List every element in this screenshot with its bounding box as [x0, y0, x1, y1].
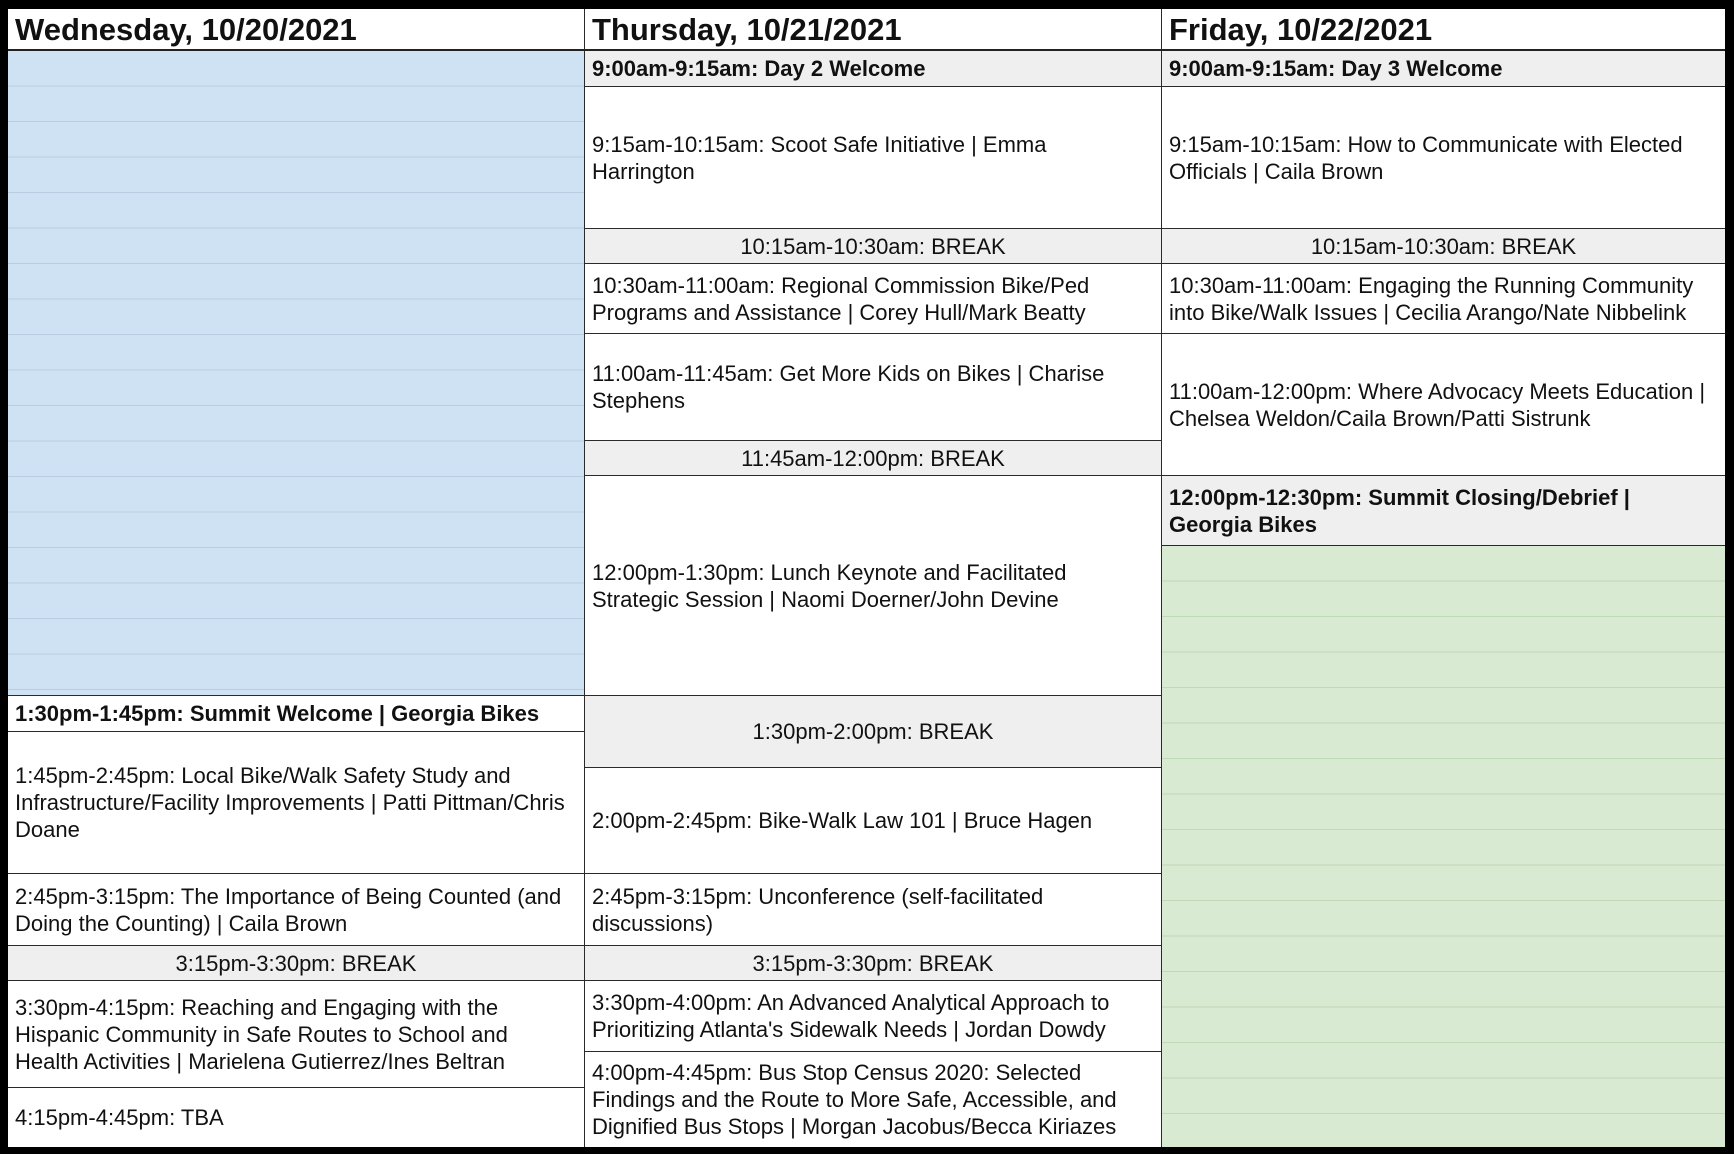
session-text: 11:00am-11:45am: Get More Kids on Bikes | Charise Stephens	[592, 361, 1105, 413]
session-cell[interactable]	[584, 874, 1161, 946]
break-cell[interactable]	[584, 946, 1161, 981]
break-text: 3:15pm-3:30pm: BREAK	[752, 950, 994, 976]
day-header-text: Friday, 10/22/2021	[1169, 11, 1433, 47]
session-cell[interactable]	[584, 87, 1161, 229]
empty-block-wednesday-morning[interactable]	[8, 51, 584, 696]
break-cell[interactable]	[584, 696, 1161, 768]
session-text: 9:15am-10:15am: How to Communicate with Elected Officials | Caila Brown	[1169, 131, 1683, 184]
session-cell[interactable]	[1161, 87, 1725, 229]
session-cell[interactable]	[8, 732, 584, 874]
session-text: 2:45pm-3:15pm: The Importance of Being Counted (and Doing the Counting) | Caila Brown	[15, 883, 562, 936]
session-cell[interactable]	[584, 1052, 1161, 1147]
break-text: 11:45am-12:00pm: BREAK	[741, 445, 1005, 471]
schedule-grid	[8, 9, 1725, 1147]
column-thursday	[584, 9, 1161, 1147]
day-header-text: Wednesday, 10/20/2021	[15, 11, 357, 47]
session-text: 4:15pm-4:45pm: TBA	[15, 1105, 224, 1130]
session-text: 9:15am-10:15am: Scoot Safe Initiative | Emma Harrington	[592, 131, 1047, 184]
break-text: 3:15pm-3:30pm: BREAK	[175, 950, 417, 976]
session-text: 3:30pm-4:15pm: Reaching and Engaging with the Hispanic Community in Safe Routes to School and Health Activities | Marielena Gutierrez/Ines Beltran	[15, 994, 508, 1074]
column-friday	[1161, 9, 1725, 1147]
session-cell[interactable]	[584, 264, 1161, 334]
session-text: 2:45pm-3:15pm: Unconference (self-facilitated discussions)	[592, 883, 1044, 936]
session-text: 11:00am-12:00pm: Where Advocacy Meets Education | Chelsea Weldon/Caila Brown/Patti Sistrunk	[1169, 378, 1706, 431]
day-header-friday[interactable]	[1161, 9, 1725, 51]
session-cell[interactable]	[584, 334, 1161, 441]
break-cell[interactable]	[584, 229, 1161, 264]
session-text: 12:00pm-12:30pm: Summit Closing/Debrief | Georgia Bikes	[1169, 484, 1630, 537]
session-cell[interactable]	[1161, 476, 1725, 546]
break-text: 10:15am-10:30am: BREAK	[740, 233, 1006, 259]
empty-block-friday-afternoon[interactable]	[1161, 546, 1725, 1147]
session-cell[interactable]	[584, 981, 1161, 1052]
session-text: 3:30pm-4:00pm: An Advanced Analytical Approach to Prioritizing Atlanta's Sidewalk Needs | Jordan Dowdy	[592, 990, 1110, 1042]
session-cell[interactable]	[584, 768, 1161, 874]
session-text: 9:00am-9:15am: Day 3 Welcome	[1169, 56, 1503, 81]
session-cell[interactable]	[8, 874, 584, 946]
session-cell[interactable]	[584, 476, 1161, 696]
break-cell[interactable]	[1161, 229, 1725, 264]
session-cell[interactable]	[1161, 51, 1725, 87]
session-text: 1:45pm-2:45pm: Local Bike/Walk Safety Study and Infrastructure/Facility Improvements | Patti Pittman/Chris Doane	[15, 763, 565, 842]
session-cell[interactable]	[1161, 264, 1725, 334]
session-text: 2:00pm-2:45pm: Bike-Walk Law 101 | Bruce Hagen	[592, 808, 1093, 833]
day-header-thursday[interactable]	[584, 9, 1161, 51]
session-text: 9:00am-9:15am: Day 2 Welcome	[592, 56, 926, 81]
day-header-text: Thursday, 10/21/2021	[592, 11, 902, 47]
day-header-wednesday[interactable]	[8, 9, 584, 51]
session-text: 10:30am-11:00am: Regional Commission Bike/Ped Programs and Assistance | Corey Hull/Mark Beatty	[592, 272, 1090, 325]
session-text: 4:00pm-4:45pm: Bus Stop Census 2020: Selected Findings and the Route to More Safe, Accessible, and Dignified Bus Stops | Morgan Jacobus/Becca Kiriazes	[592, 1060, 1117, 1139]
session-cell[interactable]	[8, 1088, 584, 1147]
session-text: 1:30pm-1:45pm: Summit Welcome | Georgia Bikes	[15, 701, 540, 726]
break-cell[interactable]	[584, 441, 1161, 476]
session-cell[interactable]	[8, 696, 584, 732]
break-cell[interactable]	[8, 946, 584, 981]
break-text: 10:15am-10:30am: BREAK	[1310, 233, 1577, 259]
session-cell[interactable]	[584, 51, 1161, 87]
break-text: 1:30pm-2:00pm: BREAK	[752, 719, 994, 744]
column-wednesday	[8, 9, 584, 1147]
session-text: 12:00pm-1:30pm: Lunch Keynote and Facilitated Strategic Session | Naomi Doerner/John Devine	[592, 559, 1067, 612]
session-text: 10:30am-11:00am: Engaging the Running Community into Bike/Walk Issues | Cecilia Arango/Nate Nibbelink	[1169, 272, 1694, 325]
session-cell[interactable]	[1161, 334, 1725, 476]
session-cell[interactable]	[8, 981, 584, 1088]
